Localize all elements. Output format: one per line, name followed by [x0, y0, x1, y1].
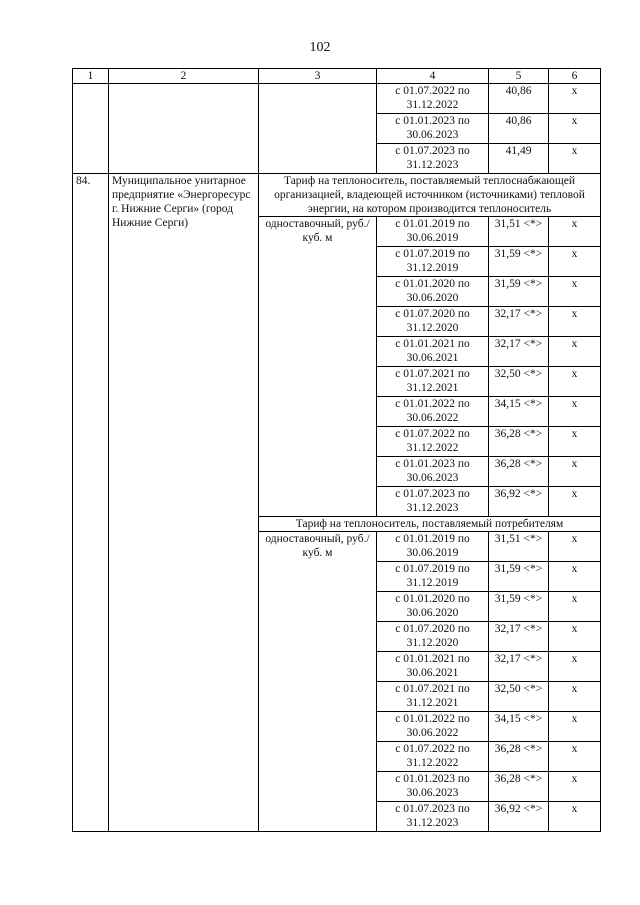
tariff-value-cell: 34,15 <*> — [489, 397, 549, 427]
period-cell: с 01.07.2023 по 31.12.2023 — [377, 144, 489, 174]
column6-cell: х — [549, 622, 601, 652]
tariff-table — [72, 68, 601, 832]
column-number-cell: 6 — [549, 69, 601, 84]
period-cell: с 01.07.2021 по 31.12.2021 — [377, 367, 489, 397]
period-cell: с 01.07.2022 по 31.12.2022 — [377, 742, 489, 772]
tariff-value-cell: 32,50 <*> — [489, 367, 549, 397]
column6-cell: х — [549, 652, 601, 682]
column-number-cell: 5 — [489, 69, 549, 84]
tariff-value-cell: 36,28 <*> — [489, 427, 549, 457]
column6-cell: х — [549, 562, 601, 592]
period-cell: с 01.01.2021 по 30.06.2021 — [377, 337, 489, 367]
section-title: Тариф на теплоноситель, поставляемый потребителям — [259, 517, 601, 532]
column6-cell: х — [549, 307, 601, 337]
column6-cell: х — [549, 217, 601, 247]
period-cell: с 01.01.2022 по 30.06.2022 — [377, 712, 489, 742]
section-title-row — [73, 174, 601, 217]
tariff-value-cell: 31,59 <*> — [489, 247, 549, 277]
column-number-cell: 1 — [73, 69, 109, 84]
column6-cell: х — [549, 144, 601, 174]
column6-cell: х — [549, 487, 601, 517]
tariff-value-cell: 34,15 <*> — [489, 712, 549, 742]
column6-cell: х — [549, 427, 601, 457]
tariff-value-cell: 31,51 <*> — [489, 217, 549, 247]
period-cell: с 01.07.2020 по 31.12.2020 — [377, 307, 489, 337]
column6-cell: х — [549, 682, 601, 712]
empty-unit-cell — [259, 84, 377, 174]
period-cell: с 01.01.2022 по 30.06.2022 — [377, 397, 489, 427]
period-cell: с 01.07.2022 по 31.12.2022 — [377, 84, 489, 114]
period-cell: с 01.07.2020 по 31.12.2020 — [377, 622, 489, 652]
period-cell: с 01.07.2021 по 31.12.2021 — [377, 682, 489, 712]
period-cell: с 01.01.2019 по 30.06.2019 — [377, 217, 489, 247]
tariff-value-cell: 41,49 — [489, 144, 549, 174]
tariff-value-cell: 32,17 <*> — [489, 337, 549, 367]
tariff-value-cell: 31,59 <*> — [489, 277, 549, 307]
tariff-value-cell: 40,86 — [489, 84, 549, 114]
period-cell: с 01.01.2019 по 30.06.2019 — [377, 532, 489, 562]
column-number-row — [73, 69, 601, 84]
column-number-cell: 3 — [259, 69, 377, 84]
tariff-value-cell: 32,17 <*> — [489, 622, 549, 652]
empty-organization-cell — [109, 84, 259, 174]
column6-cell: х — [549, 337, 601, 367]
column6-cell: х — [549, 397, 601, 427]
period-cell: с 01.01.2023 по 30.06.2023 — [377, 457, 489, 487]
column6-cell: х — [549, 532, 601, 562]
column6-cell: х — [549, 592, 601, 622]
column6-cell: х — [549, 277, 601, 307]
tariff-value-cell: 32,17 <*> — [489, 652, 549, 682]
table-row — [73, 84, 601, 114]
column6-cell: х — [549, 84, 601, 114]
period-cell: с 01.07.2022 по 31.12.2022 — [377, 427, 489, 457]
column6-cell: х — [549, 802, 601, 832]
tariff-value-cell: 31,51 <*> — [489, 532, 549, 562]
period-cell: с 01.01.2020 по 30.06.2020 — [377, 592, 489, 622]
tariff-value-cell: 36,92 <*> — [489, 802, 549, 832]
column6-cell: х — [549, 114, 601, 144]
tariff-value-cell: 36,92 <*> — [489, 487, 549, 517]
section-title: Тариф на теплоноситель, поставляемый теплоснабжающей организацией, владеющей источником (источниками) тепловой энергии, на котором производится теплоноситель — [259, 174, 601, 217]
entry-number: 84. — [73, 174, 109, 832]
column6-cell: х — [549, 712, 601, 742]
tariff-value-cell: 32,50 <*> — [489, 682, 549, 712]
period-cell: с 01.07.2023 по 31.12.2023 — [377, 802, 489, 832]
tariff-value-cell: 32,17 <*> — [489, 307, 549, 337]
column-number-cell: 4 — [377, 69, 489, 84]
column6-cell: х — [549, 457, 601, 487]
period-cell: с 01.07.2019 по 31.12.2019 — [377, 247, 489, 277]
period-cell: с 01.01.2023 по 30.06.2023 — [377, 772, 489, 802]
period-cell: с 01.01.2021 по 30.06.2021 — [377, 652, 489, 682]
column6-cell: х — [549, 742, 601, 772]
unit-cell: одноставочный, руб./куб. м — [259, 532, 377, 832]
tariff-value-cell: 36,28 <*> — [489, 742, 549, 772]
tariff-value-cell: 36,28 <*> — [489, 772, 549, 802]
organization-name: Муниципальное унитарное предприятие «Энергоресурс г. Нижние Серги» (город Нижние Серги) — [109, 174, 259, 832]
period-cell: с 01.07.2019 по 31.12.2019 — [377, 562, 489, 592]
period-cell: с 01.07.2023 по 31.12.2023 — [377, 487, 489, 517]
tariff-value-cell: 31,59 <*> — [489, 592, 549, 622]
column6-cell: х — [549, 367, 601, 397]
column6-cell: х — [549, 772, 601, 802]
tariff-value-cell: 31,59 <*> — [489, 562, 549, 592]
column-number-cell: 2 — [109, 69, 259, 84]
page-number: 102 — [309, 40, 331, 55]
period-cell: с 01.01.2020 по 30.06.2020 — [377, 277, 489, 307]
empty-number-cell — [73, 84, 109, 174]
tariff-value-cell: 40,86 — [489, 114, 549, 144]
tariff-value-cell: 36,28 <*> — [489, 457, 549, 487]
unit-cell: одноставочный, руб./куб. м — [259, 217, 377, 517]
column6-cell: х — [549, 247, 601, 277]
period-cell: с 01.01.2023 по 30.06.2023 — [377, 114, 489, 144]
